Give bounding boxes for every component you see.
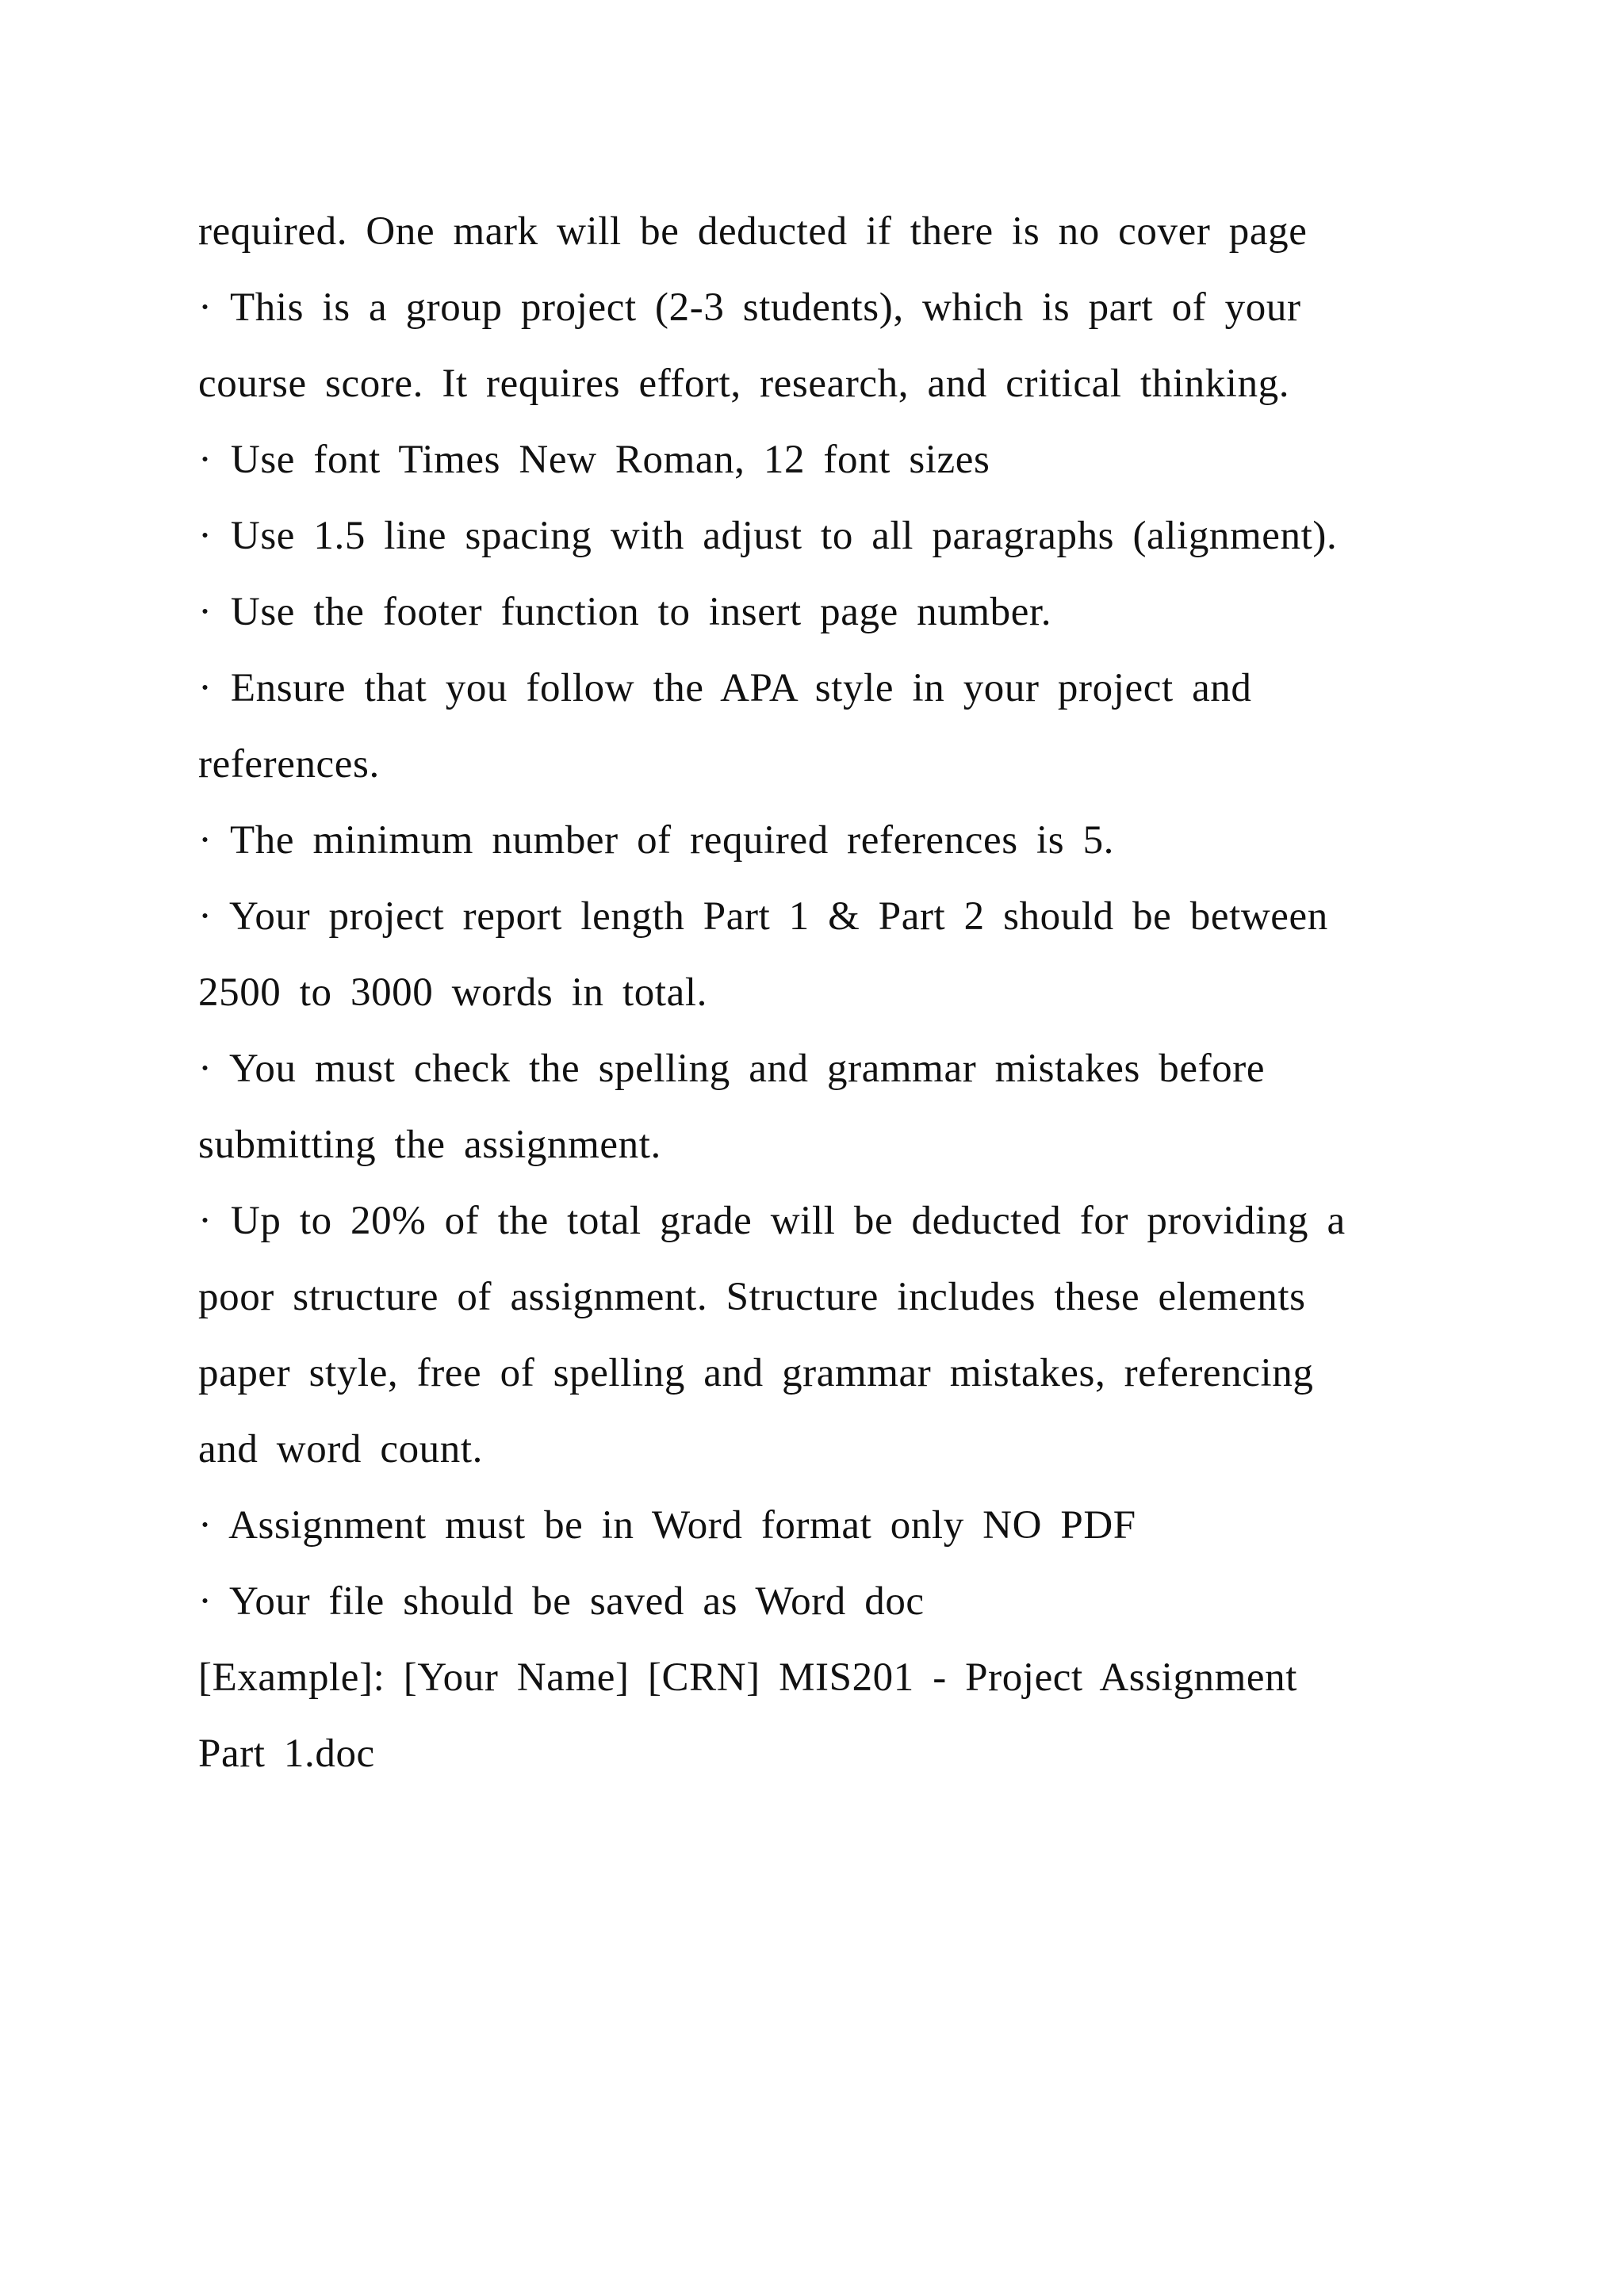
text-line: and word count. — [198, 1427, 484, 1471]
text-line: 2500 to 3000 words in total. — [198, 970, 707, 1015]
text-line: references. — [198, 742, 380, 786]
text-line: · Up to 20% of the total grade will be deducted for providing a — [198, 1199, 1346, 1243]
text-line: · Use 1.5 line spacing with adjust to all paragraphs (alignment). — [198, 514, 1338, 558]
assignment-instructions — [198, 193, 1546, 1792]
text-line: poor structure of assignment. Structure includes these elements — [198, 1275, 1306, 1319]
text-line: required. One mark will be deducted if there is no cover page — [198, 209, 1308, 254]
text-line: · Your project report length Part 1 & Part 2 should be between — [198, 894, 1328, 939]
text-line: [Example]: [Your Name] [CRN] MIS201 - Project Assignment — [198, 1655, 1298, 1700]
text-line: paper style, free of spelling and grammar mistakes, referencing — [198, 1351, 1314, 1395]
text-line: course score. It requires effort, research, and critical thinking. — [198, 362, 1290, 406]
text-line: · Assignment must be in Word format only NO PDF — [198, 1503, 1136, 1548]
text-line: · Your file should be saved as Word doc — [198, 1579, 925, 1624]
text-line: · Use font Times New Roman, 12 font sizes — [198, 438, 990, 482]
text-line: · This is a group project (2-3 students), which is part of your — [198, 285, 1301, 330]
text-line: · You must check the spelling and grammar mistakes before — [198, 1047, 1266, 1091]
text-line: · Ensure that you follow the APA style in your project and — [198, 666, 1252, 710]
text-line: Part 1.doc — [198, 1732, 375, 1776]
text-line: · The minimum number of required references is 5. — [198, 818, 1115, 863]
text-line: submitting the assignment. — [198, 1123, 661, 1167]
text-line: · Use the footer function to insert page number. — [198, 590, 1052, 634]
